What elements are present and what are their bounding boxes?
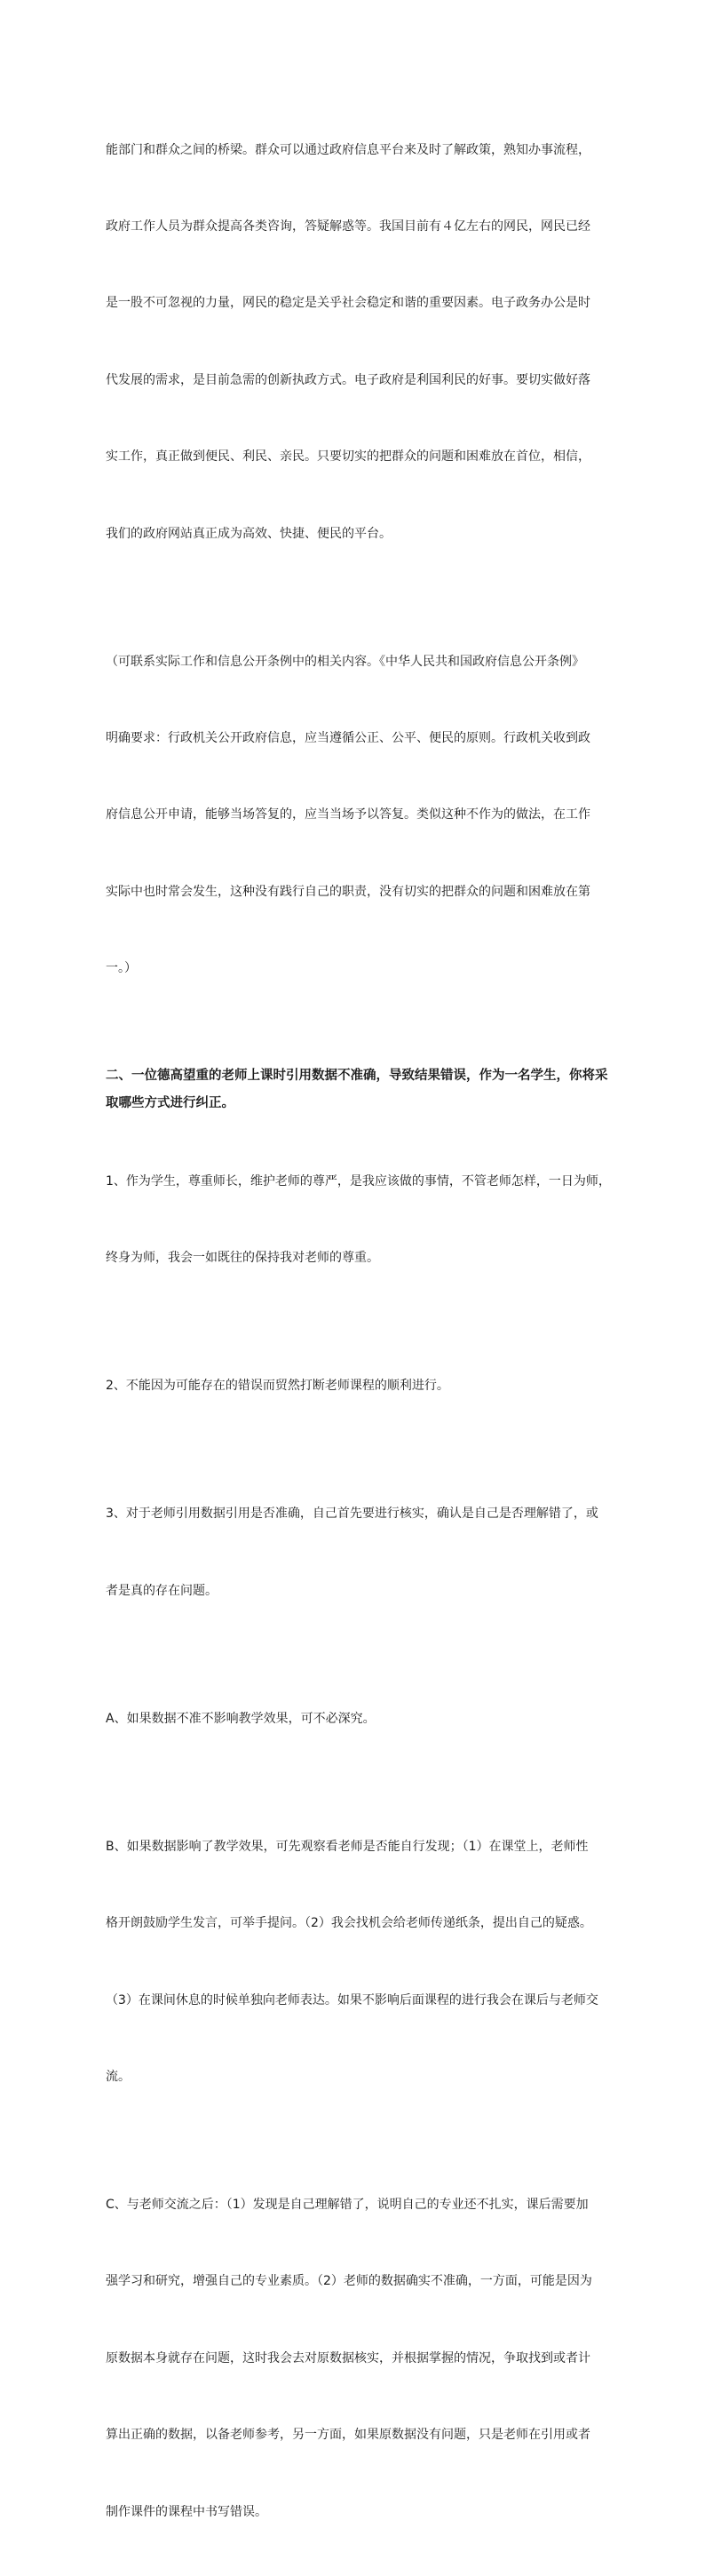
text-line: 算出正确的数据，以备老师参考，另一方面，如果原数据没有问题，只是老师在引用或者 [106,2428,590,2443]
text-line: 强学习和研究，增强自己的专业素质。（2）老师的数据确实不准确，一方面，可能是因为 [106,2274,592,2289]
heading-line: 取哪些方式进行纠正。 [106,1096,234,1111]
list-item-a [106,1655,603,1783]
text-line: 我们的政府网站真正成为高效、快捷、便民的平台。 [106,526,392,541]
list-item-b [106,1783,603,2141]
text-line: 府信息公开申请，能够当场答复的，应当当场予以答复。类似这种不作为的做法，在工作 [106,807,590,823]
text-line: 能部门和群众之间的桥梁。群众可以通过政府信息平台来及时了解政策，熟知办事流程， [106,142,590,157]
text-line: 2、不能因为可能存在的错误而贸然打断老师课程的顺利进行。 [106,1379,449,1394]
text-line: 者是真的存在问题。 [106,1583,218,1598]
text-line: 一。） [106,961,137,976]
text-line: 代发展的需求，是目前急需的创新执政方式。电子政府是利国利民的好事。要切实做好落 [106,372,590,387]
text-line: 制作课件的课程中书写错误。 [106,2504,267,2519]
text-line: C、与老师交流之后：（1）发现是自己理解错了，说明自己的专业还不扎实，课后需要加 [106,2197,589,2212]
body-paragraph [106,86,603,598]
list-item-3 [106,1451,603,1655]
text-line: 实际中也时常会发生，这种没有践行自己的职责，没有切实的把群众的问题和困难放在第 [106,884,590,899]
list-item-2 [106,1323,603,1451]
text-line: 流。 [106,2069,131,2084]
text-line: 1、作为学生，尊重师长，维护老师的尊严，是我应该做的事情，不管老师怎样，一日为师， [106,1174,611,1189]
list-item-1 [106,1117,611,1322]
text-line: B、如果数据影响了教学效果，可先观察看老师是否能自行发现；（1）在课堂上，老师性 [106,1839,589,1854]
text-line: A、如果数据不准不影响教学效果，可不必深究。 [106,1711,376,1726]
text-line: （3）在课间休息的时候单独向老师表达。如果不影响后面课程的进行我会在课后与老师交 [106,1992,598,2008]
text-line: （可联系实际工作和信息公开条例中的相关内容。《中华人民共和国政府信息公开条例》 [106,654,584,669]
document-body [106,86,611,2576]
text-line: 格开朗鼓励学生发言，可举手提问。（2）我会找机会给老师传递纸条，提出自己的疑惑。 [106,1916,592,1931]
text-line: 实工作，真正做到便民、利民、亲民。只要切实的把群众的问题和困难放在首位，相信， [106,449,590,465]
text-line: 原数据本身就存在问题，这时我会去对原数据核实，并根据掌握的情况，争取找到或者计 [106,2350,590,2365]
list-item-c [106,2141,603,2576]
section-heading [106,1062,608,1117]
text-line: 终身为师，我会一如既往的保持我对老师的尊重。 [106,1251,379,1266]
text-line: 政府工作人员为群众提高各类咨询，答疑解惑等。我国目前有４亿左右的网民，网民已经 [106,219,590,234]
text-line: 明确要求：行政机关公开政府信息，应当遵循公正、公平、便民的原则。行政机关收到政 [106,730,590,745]
section-spacer [106,1032,603,1062]
heading-line: 二、一位德高望重的老师上课时引用数据不准确，导致结果错误，作为一名学生，你将采 [106,1069,608,1084]
text-line: 3、对于老师引用数据引用是否准确，自己首先要进行核实，确认是自己是否理解错了，或 [106,1507,598,1522]
text-line: 是一股不可忽视的力量，网民的稳定是关乎社会稳定和谐的重要因素。电子政务办公是时 [106,296,590,311]
note-paragraph [106,598,603,1033]
